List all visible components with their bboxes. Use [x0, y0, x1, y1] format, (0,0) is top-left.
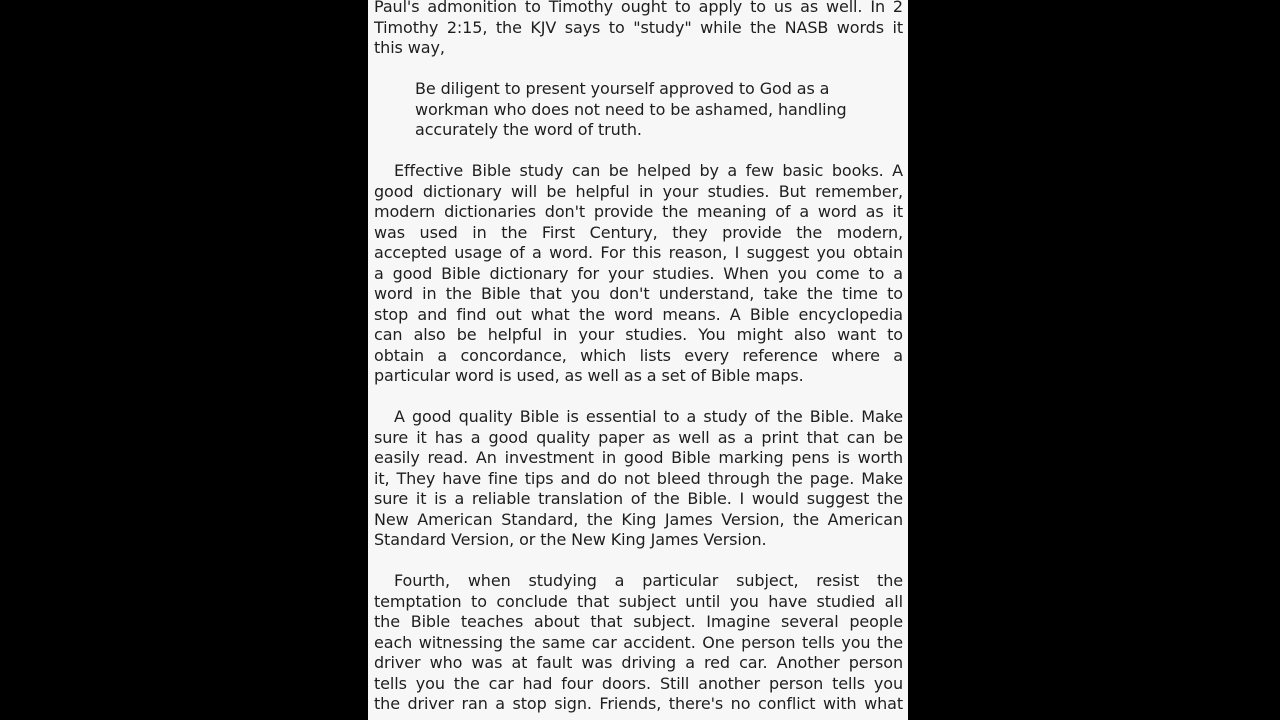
paragraph-study-helps — [374, 161, 903, 387]
text-line: temptation to conclude that subject until you have studied all — [374, 591, 903, 611]
paragraph-timothy — [374, 0, 903, 59]
text-line: can also be helpful in your studies. You might also want to — [374, 325, 903, 344]
document-page — [368, 0, 908, 720]
text-line: Be diligent to present yourself approved to God as a — [415, 79, 830, 98]
text-line: Standard Version, or the New King James Version. — [374, 530, 767, 549]
text-line: workman who does not need to be ashamed, handling — [415, 99, 847, 119]
text-line: the driver ran a stop sign. Friends, there's no conflict with what — [374, 694, 903, 713]
text-line: it, They have fine tips and do not bleed through the page. Make — [374, 468, 903, 488]
text-line: A good quality Bible is essential to a study of the Bible. Make — [394, 407, 903, 426]
document-text — [368, 0, 908, 715]
text-line: New American Standard, the King James Version, the American — [374, 509, 903, 529]
text-line: word in the Bible that you don't understand, take the time to — [374, 284, 903, 303]
text-line: tells you the car had four doors. Still another person tells you — [374, 673, 903, 693]
text-line: Timothy 2:15, the KJV says to "study" while the NASB words it — [374, 17, 903, 37]
text-line: the Bible teaches about that subject. Imagine several people — [374, 612, 903, 631]
text-line: accurately the word of truth. — [415, 120, 642, 139]
text-line: accepted usage of a word. For this reason, I suggest you obtain — [374, 243, 903, 262]
text-line: sure it has a good quality paper as well as a print that can be — [374, 427, 903, 447]
paragraph-quality-bible — [374, 407, 903, 551]
text-line: particular word is used, as well as a set of Bible maps. — [374, 366, 804, 385]
text-line: Effective Bible study can be helped by a few basic books. A — [394, 161, 903, 180]
text-line: easily read. An investment in good Bible marking pens is worth — [374, 448, 903, 467]
text-line: Paul's admonition to Timothy ought to apply to us as well. In 2 — [374, 0, 903, 16]
text-line: Fourth, when studying a particular subject, resist the — [394, 571, 903, 590]
paragraph-fourth-point — [374, 571, 903, 715]
text-line: stop and find out what the word means. A Bible encyclopedia — [374, 304, 903, 324]
text-line: this way, — [374, 38, 445, 57]
text-line: obtain a concordance, which lists every reference where a — [374, 345, 903, 365]
text-line: driver who was at fault was driving a red car. Another person — [374, 653, 903, 672]
text-line: sure it is a reliable translation of the Bible. I would suggest the — [374, 489, 903, 508]
text-line: modern dictionaries don't provide the meaning of a word as it — [374, 202, 903, 221]
block-quote-2-timothy-2-15 — [415, 79, 862, 141]
text-line: good dictionary will be helpful in your studies. But remember, — [374, 181, 903, 201]
text-line: each witnessing the same car accident. One person tells you the — [374, 632, 903, 652]
text-line: was used in the First Century, they provide the modern, — [374, 222, 903, 242]
text-line: a good Bible dictionary for your studies. When you come to a — [374, 263, 903, 283]
